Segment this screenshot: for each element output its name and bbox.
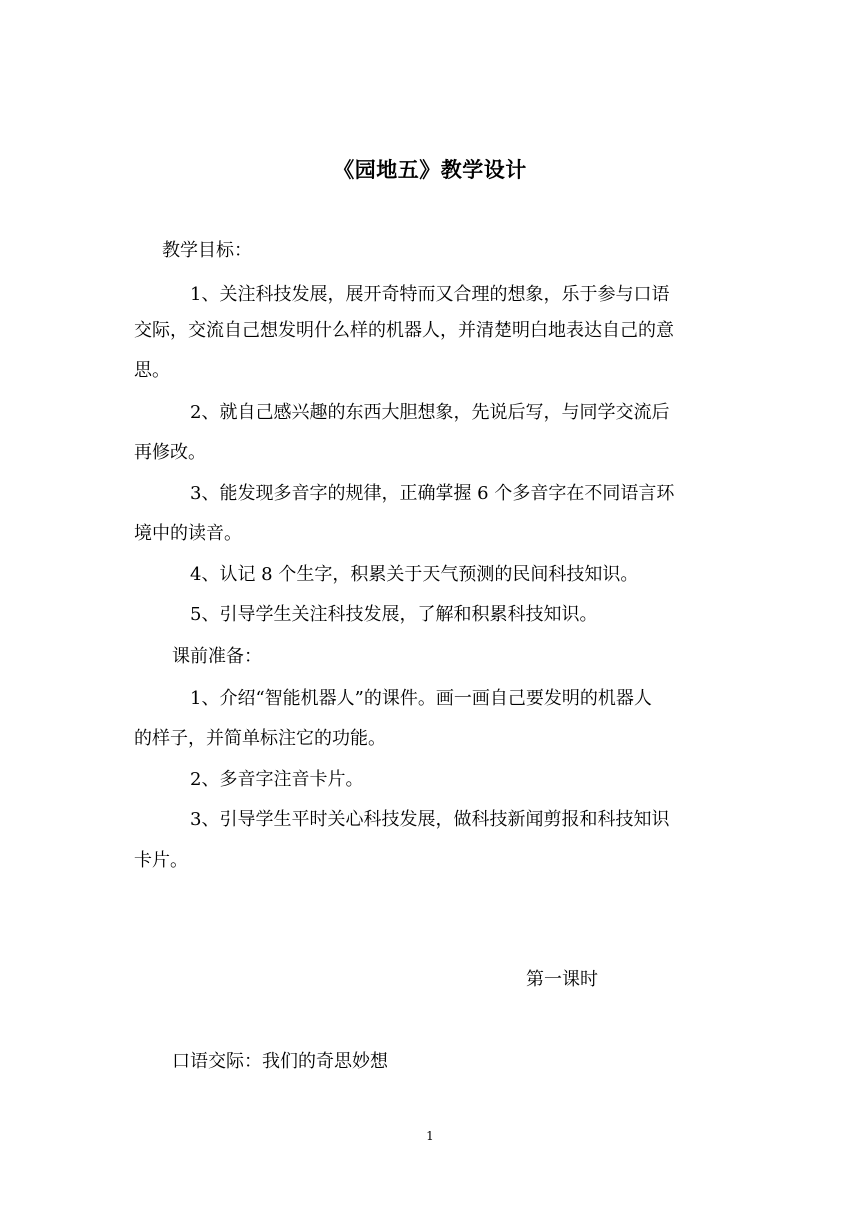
document-title: 《园地五》教学设计 [333, 157, 527, 182]
prep-1-line-2: 的样子，并简单标注它的功能。 [134, 728, 386, 749]
prep-3-line-2: 卡片。 [134, 850, 188, 871]
goal-2-line-1: 2、就自己感兴趣的东西大胆想象，先说后写，与同学交流后 [190, 402, 670, 423]
goal-3-line-1: 3、能发现多音字的规律，正确掌握 6 个多音字在不同语言环 [190, 483, 675, 504]
goal-4-line-1: 4、认记 8 个生字，积累关于天气预测的民间科技知识。 [190, 564, 639, 585]
prep-2-line-1: 2、多音字注音卡片。 [190, 769, 364, 790]
goal-2-line-2: 再修改。 [134, 442, 206, 463]
prep-3-line-1: 3、引导学生平时关心科技发展，做科技新闻剪报和科技知识 [190, 809, 670, 830]
page-number: 1 [426, 1129, 434, 1143]
lesson-period: 第一课时 [526, 969, 598, 990]
goals-heading: 教学目标： [162, 240, 252, 261]
oral-topic: 口语交际：我们的奇思妙想 [172, 1051, 388, 1072]
prep-1-line-1: 1、介绍“智能机器人”的课件。画一画自己要发明的机器人 [190, 688, 652, 709]
goal-3-line-2: 境中的读音。 [134, 523, 242, 544]
prep-heading: 课前准备： [172, 646, 262, 667]
goal-5-line-1: 5、引导学生关注科技发展，了解和积累科技知识。 [190, 604, 598, 625]
goal-1-line-1: 1、关注科技发展，展开奇特而又合理的想象，乐于参与口语 [190, 284, 670, 305]
goal-1-line-2: 交际，交流自己想发明什么样的机器人，并清楚明白地表达自己的意 [134, 320, 674, 341]
goal-1-line-3: 思。 [134, 360, 170, 381]
